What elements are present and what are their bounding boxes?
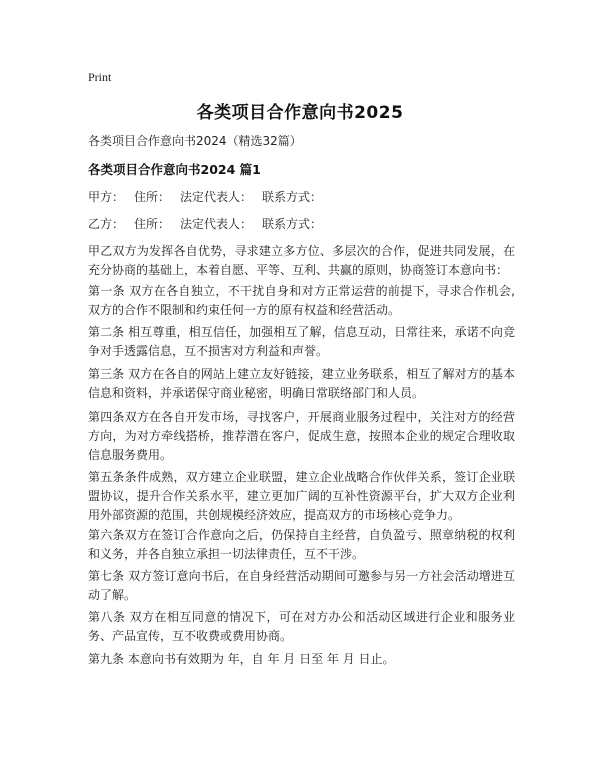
party-a-line xyxy=(88,188,332,205)
party-a-contact: 联系方式： xyxy=(262,190,323,204)
paragraph-article-6: 第六条双方在签订合作意向之后，仍保持自主经营，自负盈亏、照章纳税的权利和义务，并各自独立承担一切法律责任，互不干涉。 xyxy=(88,528,515,561)
document-subtitle: 各类项目合作意向书2024（精选32篇） xyxy=(88,134,302,148)
paragraph-article-7: 第七条 双方签订意向书后，在自身经营活动期间可邀参与另一方社会活动增进互动了解。 xyxy=(88,569,515,602)
paragraph-article-5: 第五条条件成熟，双方建立企业联盟，建立企业战略合作伙伴关系，签订企业联盟协议，提升合作关系水平，建立更加广阔的互补性资源平台，扩大双方企业利用外部资源的范围，共创规模经济效应，提高双方的市场核心竞争力。 xyxy=(88,470,515,522)
section-heading: 各类项目合作意向书2024 篇1 xyxy=(88,162,261,177)
party-b-contact: 联系方式： xyxy=(262,217,323,231)
document-title: 各类项目合作意向书2025 xyxy=(196,103,404,123)
paragraph-article-9: 第九条 本意向书有效期为 年，自 年 月 日至 年 月 日止。 xyxy=(88,652,395,666)
paragraph-article-1: 第一条 双方在各自独立，不干扰自身和对方正常运营的前提下，寻求合作机会,双方的合作不限制和约束任何一方的原有权益和经营活动。 xyxy=(88,284,515,317)
party-b-address: 住所： xyxy=(134,217,171,231)
paragraph-article-2: 第二条 相互尊重，相互信任，加强相互了解，信息互动，日常往来，承诺不向竞争对手透露信息，互不损害对方利益和声誉。 xyxy=(88,325,515,358)
party-a-label: 甲方： xyxy=(88,190,125,204)
party-b-label: 乙方： xyxy=(88,217,125,231)
paragraph-article-8: 第八条 双方在相互同意的情况下，可在对方办公和活动区域进行企业和服务业务、产品宣传，互不收费或费用协商。 xyxy=(88,610,515,643)
paragraph-article-3: 第三条 双方在各自的网站上建立友好链接，建立业务联系，相互了解对方的基本信息和资料，并承诺保守商业秘密，明确日常联络部门和人员。 xyxy=(88,367,515,400)
party-b-rep: 法定代表人： xyxy=(180,217,253,231)
party-a-rep: 法定代表人： xyxy=(180,190,253,204)
paragraph-intro: 甲乙双方为发挥各自优势，寻求建立多方位、多层次的合作，促进共同发展，在充分协商的基础上，本着自愿、平等、互利、共赢的原则，协商签订本意向书： xyxy=(88,244,515,277)
paragraph-article-4: 第四条双方在各自开发市场，寻找客户，开展商业服务过程中，关注对方的经营方向，为对方牵线搭桥，推荐潜在客户，促成生意，按照本企业的规定合理收取信息服务费用。 xyxy=(88,410,515,462)
print-label: Print xyxy=(88,70,112,84)
party-b-line xyxy=(88,215,332,232)
party-a-address: 住所： xyxy=(134,190,171,204)
